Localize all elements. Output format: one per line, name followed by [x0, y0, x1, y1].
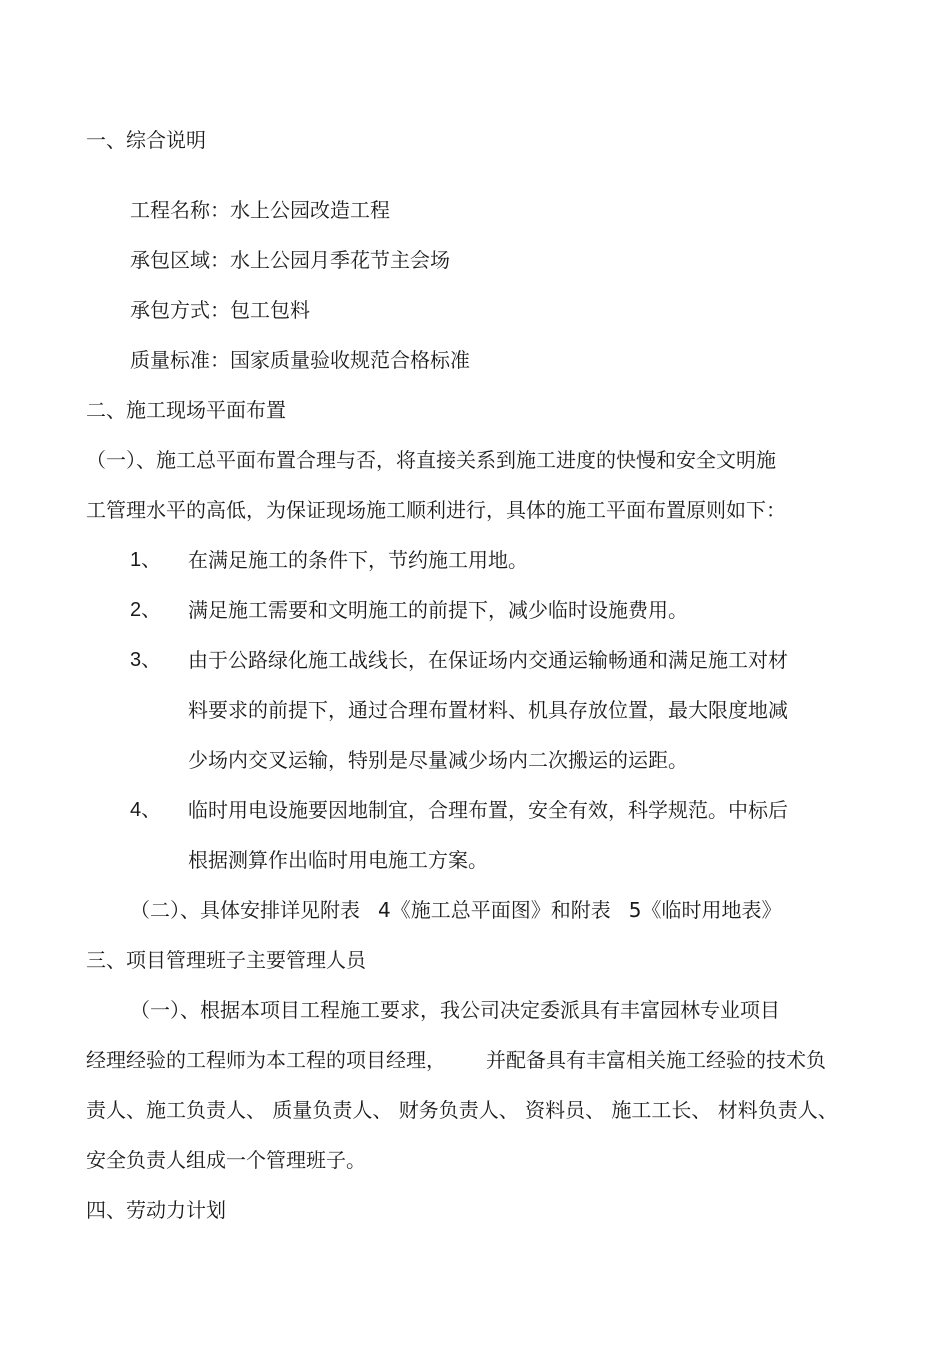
list-item-4-line-1: 临时用电设施要因地制宜，合理布置，安全有效，科学规范。中标后 [188, 798, 788, 822]
management-line-2 [86, 1046, 826, 1074]
section-heading-3: 三、项目管理班子主要管理人员 [86, 948, 366, 972]
list-item-1-line-1: 在满足施工的条件下，节约施工用地。 [188, 548, 528, 572]
project-name-line: 工程名称：水上公园改造工程 [130, 198, 390, 222]
section-heading-2: 二、施工现场平面布置 [86, 398, 286, 422]
contract-method-line: 承包方式：包工包料 [130, 298, 310, 322]
section-heading-4: 四、劳动力计划 [86, 1198, 226, 1222]
management-line-4: 安全负责人组成一个管理班子。 [86, 1148, 366, 1172]
list-item-3-line-1: 由于公路绿化施工战线长，在保证场内交通运输畅通和满足施工对材 [188, 648, 788, 672]
management-line-2-part-b: 并配备具有丰富相关施工经验的技术负 [486, 1048, 826, 1072]
list-item-3-line-3: 少场内交叉运输，特别是尽量减少场内二次搬运的运距。 [188, 748, 688, 772]
quality-standard-line: 质量标准：国家质量验收规范合格标准 [130, 348, 470, 372]
layout-intro-line-2: 工管理水平的高低，为保证现场施工顺利进行，具体的施工平面布置原则如下： [86, 498, 786, 522]
management-line-1: （一）、根据本项目工程施工要求，我公司决定委派具有丰富园林专业项目 [130, 998, 780, 1022]
management-line-3: 责人、施工负责人、 质量负责人、 财务负责人、 资料员、 施工工长、 材料负责人、 [86, 1098, 838, 1122]
layout-note-part-a: （二）、具体安排详见附表 [130, 898, 360, 922]
list-item-number-3: 3、 [130, 649, 162, 671]
layout-note [130, 896, 781, 924]
list-item-4-line-2: 根据测算作出临时用电施工方案。 [188, 848, 488, 872]
list-item-number-1: 1、 [130, 549, 162, 571]
list-item-number-2: 2、 [130, 599, 162, 621]
list-item-3-line-2: 料要求的前提下，通过合理布置材料、机具存放位置，最大限度地减 [188, 698, 788, 722]
list-item-number-4: 4、 [130, 799, 162, 821]
layout-intro-line-1: （一）、施工总平面布置合理与否，将直接关系到施工进度的快慢和安全文明施 [86, 448, 776, 472]
layout-note-part-b: 4《施工总平面图》和附表 [378, 898, 611, 922]
layout-note-part-c: 5《临时用地表》 [628, 898, 782, 922]
section-heading-1: 一、综合说明 [86, 128, 206, 152]
contract-area-line: 承包区域：水上公园月季花节主会场 [130, 248, 450, 272]
management-line-2-part-a: 经理经验的工程师为本工程的项目经理， [86, 1048, 446, 1072]
list-item-2-line-1: 满足施工需要和文明施工的前提下，减少临时设施费用。 [188, 598, 688, 622]
